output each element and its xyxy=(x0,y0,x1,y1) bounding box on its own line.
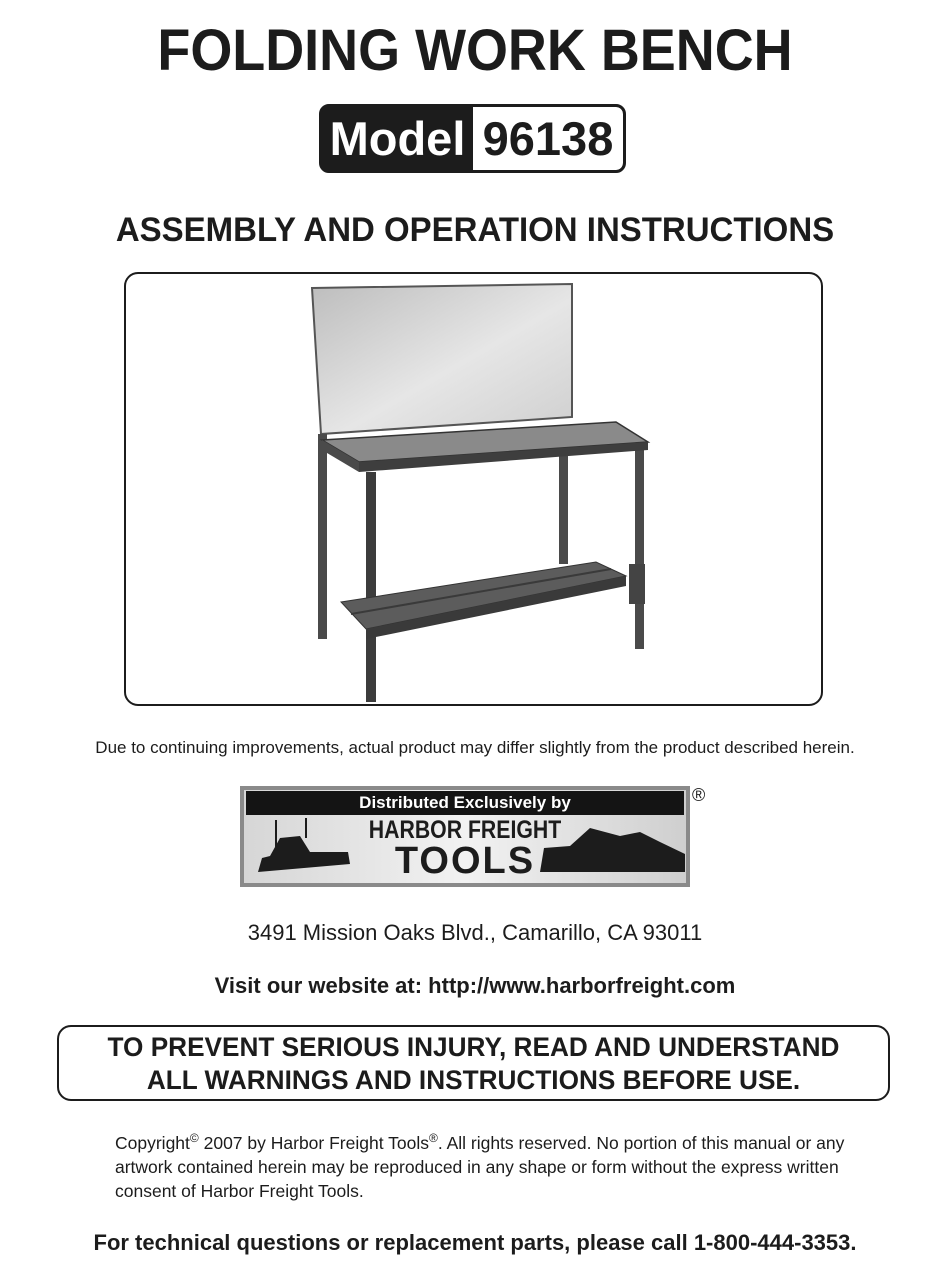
model-badge xyxy=(319,104,626,173)
harbor-freight-logo xyxy=(240,786,690,887)
work-bench-illustration xyxy=(126,274,825,708)
logo-brand-line2: TOOLS xyxy=(394,840,536,882)
registered-symbol: ® xyxy=(428,1131,438,1145)
warning-line-1: TO PREVENT SERIOUS INJURY, READ AND UNDERSTAND xyxy=(107,1032,840,1062)
support-phone-text: For technical questions or replacement parts, please call 1-800-444-3353. xyxy=(93,1230,857,1255)
logo-banner-text: Distributed Exclusively by xyxy=(359,793,571,812)
registered-mark: ® xyxy=(692,785,706,805)
warning-line-2: ALL WARNINGS AND INSTRUCTIONS BEFORE USE. xyxy=(146,1065,801,1095)
model-label: Model xyxy=(329,112,466,165)
safety-warning-box xyxy=(57,1025,890,1101)
model-number: 96138 xyxy=(473,107,623,170)
copyright-notice: Copyright© 2007 by Harbor Freight Tools®. All rights reserved. No portion of this manual or any artwork contained herein may be reproduced in any shape or form without the express written consent of Harbor Freight Tools. xyxy=(115,1131,845,1201)
product-photo xyxy=(124,272,823,706)
website-link[interactable]: Visit our website at: http://www.harborfreight.com xyxy=(214,973,736,998)
company-address: 3491 Mission Oaks Blvd., Camarillo, CA 93011 xyxy=(247,920,703,945)
logo-brand-line1: HARBOR FREIGHT xyxy=(368,816,562,844)
disclaimer-text: Due to continuing improvements, actual product may differ slightly from the product described herein. xyxy=(95,738,855,757)
copyright-symbol: © xyxy=(189,1131,199,1145)
document-subtitle: ASSEMBLY AND OPERATION INSTRUCTIONS xyxy=(115,211,835,249)
document-title: FOLDING WORK BENCH xyxy=(157,18,793,83)
